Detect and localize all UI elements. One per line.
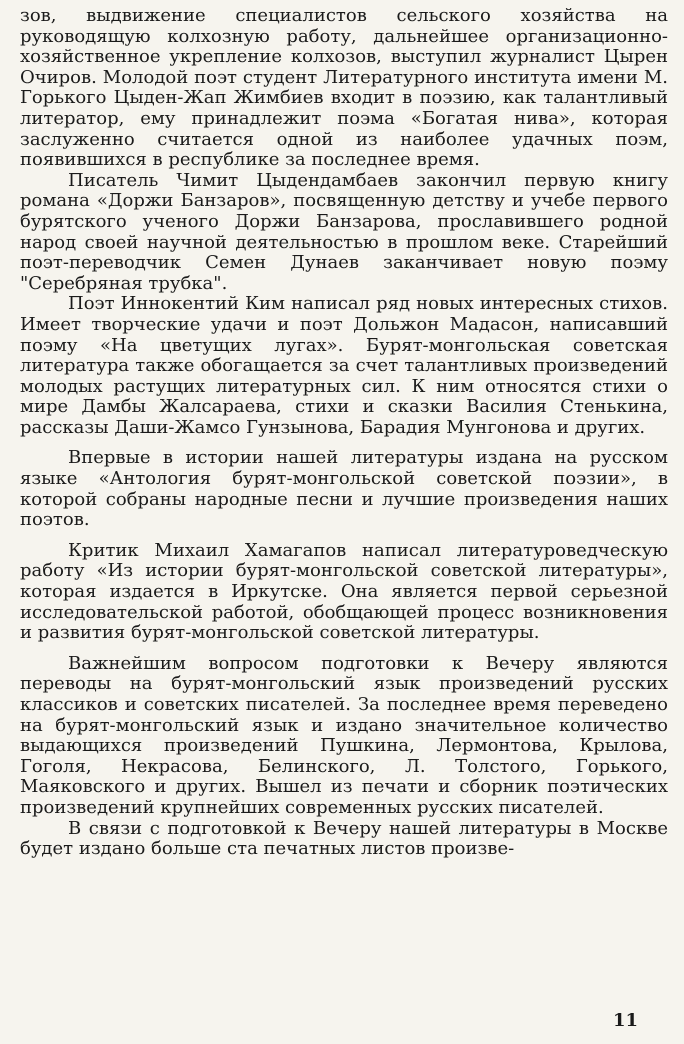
page-number: 11 <box>612 1010 638 1031</box>
paragraph-continuation: зов, выдвижение специалистов сельского хозяйства на руководящую колхозную работу, дальнейшее организационно-хозяйственное укрепление колхозов, выступил журналист Цырен Очиров. Молодой поэт студент Литературного института имени М. Горького Цыден-Жап Жимбиев входит в поэзию, как талантливый литератор, ему принадлежит поэма «Богатая нива», которая заслуженно считается одной из наиболее удачных поэм, появившихся в республике за последнее время. <box>20 5 668 171</box>
paragraph-publication: В связи с подготовкой к Вечеру нашей литературы в Москве будет издано больше ста печатных листов произве- <box>20 817 668 860</box>
paragraph-chimit: Писатель Чимит Цыдендамбаев закончил первую книгу романа «Доржи Банзаров», посвященную детству и учебе первого бурятского ученого Доржи Банзарова, прославившего родной народ своей научной деятельностью в прошлом веке. Старейший поэт-переводчик Семен Дунаев заканчивает новую поэму "Серебряная трубка". <box>20 169 668 294</box>
paragraph-critic: Критик Михаил Хамагапов написал литературоведческую работу «Из истории бурят-монгольской советской литературы», которая издается в Иркутске. Она является первой серьезной исследовательской работой, обобщающей процесс возникновения и развития бурят-монгольской советской литературы. <box>20 539 668 644</box>
paragraph-translations: Важнейшим вопросом подготовки к Вечеру являются переводы на бурят-монгольский язык произведений русских классиков и советских писателей. За последнее время переведено на бурят-монгольский язык и издано значительное количество выдающихся произведений Пушкина, Лермонтова, Крылова, Гоголя, Некрасова, Белинского, Л. Толстого, Горького, Маяковского и других. Вышел из печати и сборник поэтических произведений крупнейших современных русских писателей. <box>20 652 668 818</box>
paragraph-kim: Поэт Иннокентий Ким написал ряд новых интересных стихов. Имеет творческие удачи и поэт Дольжон Мадасон, написавший поэму «На цветущих лугах». Бурят-монгольская советская литература также обогащается за счет талантливых произведений молодых растущих литературных сил. К ним относятся стихи о мире Дамбы Жалсараева, стихи и сказки Василия Стенькина, рассказы Даши-Жамсо Гунзынова, Барадия Мунгонова и других. <box>20 293 668 438</box>
body-text <box>20 6 668 860</box>
paragraph-anthology: Впервые в истории нашей литературы издана на русском языке «Антология бурят-монгольской советской поэзии», в которой собраны народные песни и лучшие произведения наших поэтов. <box>20 447 668 531</box>
